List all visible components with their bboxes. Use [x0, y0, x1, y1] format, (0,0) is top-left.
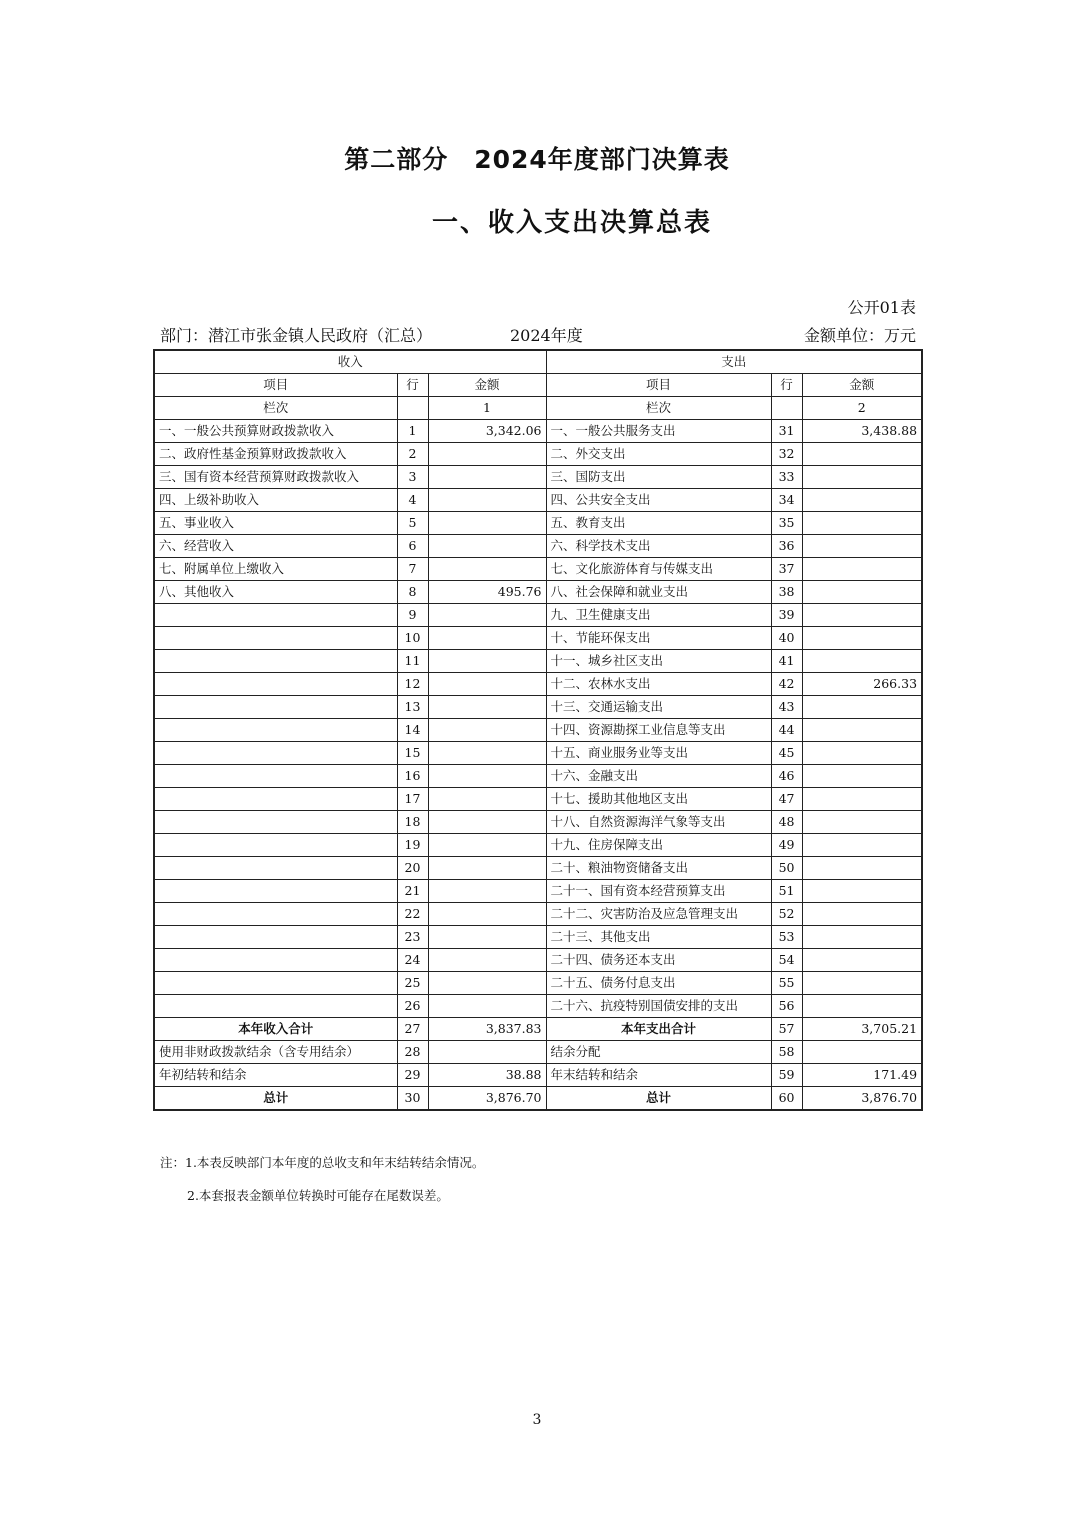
income-item-cell — [154, 627, 397, 650]
income-amount-cell — [428, 995, 546, 1018]
expense-item-cell: 一、一般公共服务支出 — [546, 420, 771, 443]
expense-row-number: 60 — [771, 1087, 802, 1111]
unit-label: 金额单位：万元 — [803, 326, 916, 345]
income-amount-cell — [428, 627, 546, 650]
expense-amount-cell: 266.33 — [802, 673, 922, 696]
income-item-cell — [154, 857, 397, 880]
table-row — [154, 972, 922, 995]
expense-item-cell: 本年支出合计 — [546, 1018, 771, 1041]
expense-amount-cell — [802, 880, 922, 903]
income-item-cell: 四、上级补助收入 — [154, 489, 397, 512]
income-item-cell — [154, 604, 397, 627]
expense-row-number: 33 — [771, 466, 802, 489]
income-expense-table — [153, 349, 923, 1111]
section-title: 第二部分 2024年度部门决算表 — [344, 145, 730, 174]
table-row — [154, 949, 922, 972]
expense-row-number: 42 — [771, 673, 802, 696]
income-row-number: 24 — [397, 949, 428, 972]
section-header-row — [154, 350, 922, 374]
expense-item-cell: 八、社会保障和就业支出 — [546, 581, 771, 604]
expense-item-cell: 十、节能环保支出 — [546, 627, 771, 650]
income-amount-cell — [428, 512, 546, 535]
expense-amount-cell: 3,876.70 — [802, 1087, 922, 1111]
expense-item-cell: 六、科学技术支出 — [546, 535, 771, 558]
expense-amount-cell — [802, 558, 922, 581]
expense-row-number: 48 — [771, 811, 802, 834]
expense-row-number: 47 — [771, 788, 802, 811]
expense-row-number: 32 — [771, 443, 802, 466]
expense-item-cell: 十六、金融支出 — [546, 765, 771, 788]
table-row — [154, 811, 922, 834]
expense-row-number: 40 — [771, 627, 802, 650]
table-row — [154, 1041, 922, 1064]
expense-amount-cell — [802, 995, 922, 1018]
table-row — [154, 627, 922, 650]
income-amount-cell: 3,342.06 — [428, 420, 546, 443]
income-amount-cell — [428, 903, 546, 926]
expense-row-number: 54 — [771, 949, 802, 972]
income-row-number: 22 — [397, 903, 428, 926]
lanci-label: 栏次 — [546, 397, 771, 420]
expense-item-cell: 十四、资源勘探工业信息等支出 — [546, 719, 771, 742]
column-index: 1 — [428, 397, 546, 420]
table-row — [154, 489, 922, 512]
table-row — [154, 880, 922, 903]
income-amount-cell — [428, 489, 546, 512]
expense-amount-cell — [802, 765, 922, 788]
expense-row-number: 46 — [771, 765, 802, 788]
income-item-cell — [154, 719, 397, 742]
expense-row-number: 57 — [771, 1018, 802, 1041]
income-item-cell: 八、其他收入 — [154, 581, 397, 604]
year-label: 2024年度 — [510, 326, 583, 345]
income-amount-cell — [428, 604, 546, 627]
column-index: 2 — [802, 397, 922, 420]
empty-cell — [397, 397, 428, 420]
table-row — [154, 581, 922, 604]
income-item-cell — [154, 972, 397, 995]
income-item-cell — [154, 650, 397, 673]
page-number: 3 — [532, 1412, 542, 1428]
expense-item-cell: 十五、商业服务业等支出 — [546, 742, 771, 765]
col-row-header: 行 — [771, 374, 802, 397]
expense-row-number: 59 — [771, 1064, 802, 1087]
expense-item-cell: 二十三、其他支出 — [546, 926, 771, 949]
income-item-cell — [154, 903, 397, 926]
income-amount-cell — [428, 650, 546, 673]
table-row — [154, 650, 922, 673]
income-row-number: 3 — [397, 466, 428, 489]
income-amount-cell — [428, 1041, 546, 1064]
expense-amount-cell — [802, 466, 922, 489]
income-row-number: 14 — [397, 719, 428, 742]
income-row-number: 26 — [397, 995, 428, 1018]
table-row — [154, 696, 922, 719]
income-amount-cell — [428, 834, 546, 857]
note-2: 2.本套报表金额单位转换时可能存在尾数误差。 — [187, 1188, 449, 1203]
expense-row-number: 41 — [771, 650, 802, 673]
income-amount-cell — [428, 466, 546, 489]
table-title: 一、收入支出决算总表 — [431, 208, 712, 238]
income-item-cell: 年初结转和结余 — [154, 1064, 397, 1087]
income-row-number: 10 — [397, 627, 428, 650]
table-row — [154, 788, 922, 811]
income-item-cell: 总计 — [154, 1087, 397, 1111]
income-row-number: 29 — [397, 1064, 428, 1087]
col-amount-header: 金额 — [428, 374, 546, 397]
expense-item-cell: 三、国防支出 — [546, 466, 771, 489]
expense-amount-cell: 3,438.88 — [802, 420, 922, 443]
expense-item-cell: 二十、粮油物资储备支出 — [546, 857, 771, 880]
income-amount-cell — [428, 443, 546, 466]
lanci-row — [154, 397, 922, 420]
table-row — [154, 466, 922, 489]
income-row-number: 8 — [397, 581, 428, 604]
income-item-cell: 一、一般公共预算财政拨款收入 — [154, 420, 397, 443]
expense-row-number: 43 — [771, 696, 802, 719]
income-amount-cell — [428, 765, 546, 788]
income-item-cell — [154, 788, 397, 811]
income-row-number: 1 — [397, 420, 428, 443]
expense-item-cell: 五、教育支出 — [546, 512, 771, 535]
income-row-number: 9 — [397, 604, 428, 627]
income-row-number: 20 — [397, 857, 428, 880]
expense-item-cell: 九、卫生健康支出 — [546, 604, 771, 627]
income-amount-cell: 3,837.83 — [428, 1018, 546, 1041]
income-row-number: 30 — [397, 1087, 428, 1111]
income-amount-cell — [428, 880, 546, 903]
income-row-number: 23 — [397, 926, 428, 949]
income-item-cell — [154, 834, 397, 857]
income-amount-cell — [428, 558, 546, 581]
expense-row-number: 31 — [771, 420, 802, 443]
income-item-cell — [154, 742, 397, 765]
expense-row-number: 55 — [771, 972, 802, 995]
table-row — [154, 834, 922, 857]
expense-item-cell: 十三、交通运输支出 — [546, 696, 771, 719]
income-item-cell — [154, 995, 397, 1018]
income-item-cell — [154, 926, 397, 949]
income-amount-cell: 38.88 — [428, 1064, 546, 1087]
expense-item-cell: 十八、自然资源海洋气象等支出 — [546, 811, 771, 834]
expense-amount-cell — [802, 811, 922, 834]
table-row — [154, 1018, 922, 1041]
income-item-cell: 五、事业收入 — [154, 512, 397, 535]
note-1: 注：1.本表反映部门本年度的总收支和年末结转结余情况。 — [160, 1155, 485, 1170]
expense-item-cell: 总计 — [546, 1087, 771, 1111]
expense-amount-cell — [802, 535, 922, 558]
expense-row-number: 37 — [771, 558, 802, 581]
expense-amount-cell — [802, 696, 922, 719]
expense-amount-cell — [802, 972, 922, 995]
income-amount-cell — [428, 673, 546, 696]
expense-row-number: 51 — [771, 880, 802, 903]
income-row-number: 15 — [397, 742, 428, 765]
expense-item-cell: 二十一、国有资本经营预算支出 — [546, 880, 771, 903]
table-row — [154, 719, 922, 742]
income-amount-cell — [428, 788, 546, 811]
income-item-cell: 二、政府性基金预算财政拨款收入 — [154, 443, 397, 466]
income-item-cell — [154, 696, 397, 719]
expense-row-number: 34 — [771, 489, 802, 512]
income-row-number: 27 — [397, 1018, 428, 1041]
expense-amount-cell — [802, 949, 922, 972]
expense-amount-cell — [802, 742, 922, 765]
table-row — [154, 926, 922, 949]
expense-item-cell: 十二、农林水支出 — [546, 673, 771, 696]
expense-amount-cell — [802, 604, 922, 627]
income-item-cell: 六、经营收入 — [154, 535, 397, 558]
table-row — [154, 443, 922, 466]
expense-row-number: 35 — [771, 512, 802, 535]
table-row — [154, 1064, 922, 1087]
table-row — [154, 742, 922, 765]
income-amount-cell — [428, 742, 546, 765]
expense-amount-cell — [802, 581, 922, 604]
expense-amount-cell — [802, 903, 922, 926]
expense-row-number: 50 — [771, 857, 802, 880]
income-amount-cell: 3,876.70 — [428, 1087, 546, 1111]
col-amount-header: 金额 — [802, 374, 922, 397]
expense-item-cell: 二、外交支出 — [546, 443, 771, 466]
expense-item-cell: 二十四、债务还本支出 — [546, 949, 771, 972]
income-row-number: 28 — [397, 1041, 428, 1064]
expense-amount-cell — [802, 489, 922, 512]
expense-amount-cell — [802, 650, 922, 673]
expense-row-number: 52 — [771, 903, 802, 926]
expense-header: 支出 — [546, 350, 922, 374]
expense-amount-cell: 3,705.21 — [802, 1018, 922, 1041]
table-row — [154, 535, 922, 558]
income-amount-cell — [428, 949, 546, 972]
expense-amount-cell — [802, 627, 922, 650]
income-row-number: 18 — [397, 811, 428, 834]
expense-row-number: 44 — [771, 719, 802, 742]
income-row-number: 6 — [397, 535, 428, 558]
expense-row-number: 58 — [771, 1041, 802, 1064]
income-row-number: 17 — [397, 788, 428, 811]
expense-row-number: 56 — [771, 995, 802, 1018]
income-row-number: 12 — [397, 673, 428, 696]
expense-item-cell: 十一、城乡社区支出 — [546, 650, 771, 673]
lanci-label: 栏次 — [154, 397, 397, 420]
income-row-number: 25 — [397, 972, 428, 995]
income-row-number: 4 — [397, 489, 428, 512]
expense-item-cell: 年末结转和结余 — [546, 1064, 771, 1087]
expense-amount-cell — [802, 857, 922, 880]
income-item-cell: 七、附属单位上缴收入 — [154, 558, 397, 581]
expense-item-cell: 四、公共安全支出 — [546, 489, 771, 512]
expense-amount-cell — [802, 719, 922, 742]
income-item-cell: 三、国有资本经营预算财政拨款收入 — [154, 466, 397, 489]
expense-item-cell: 十九、住房保障支出 — [546, 834, 771, 857]
table-row — [154, 512, 922, 535]
expense-row-number: 39 — [771, 604, 802, 627]
income-item-cell — [154, 811, 397, 834]
income-row-number: 19 — [397, 834, 428, 857]
table-row — [154, 765, 922, 788]
table-row — [154, 995, 922, 1018]
expense-row-number: 36 — [771, 535, 802, 558]
expense-row-number: 53 — [771, 926, 802, 949]
income-row-number: 11 — [397, 650, 428, 673]
table-row — [154, 420, 922, 443]
column-header-row — [154, 374, 922, 397]
income-row-number: 7 — [397, 558, 428, 581]
form-number: 公开01表 — [847, 298, 916, 317]
income-amount-cell — [428, 972, 546, 995]
expense-row-number: 49 — [771, 834, 802, 857]
income-amount-cell: 495.76 — [428, 581, 546, 604]
income-amount-cell — [428, 857, 546, 880]
table-row — [154, 857, 922, 880]
income-item-cell: 本年收入合计 — [154, 1018, 397, 1041]
table-row — [154, 1087, 922, 1111]
expense-item-cell: 七、文化旅游体育与传媒支出 — [546, 558, 771, 581]
empty-cell — [771, 397, 802, 420]
expense-amount-cell — [802, 788, 922, 811]
department-label: 部门：潜江市张金镇人民政府（汇总） — [160, 326, 433, 345]
expense-item-cell: 二十六、抗疫特别国债安排的支出 — [546, 995, 771, 1018]
expense-item-cell: 二十二、灾害防治及应急管理支出 — [546, 903, 771, 926]
income-item-cell: 使用非财政拨款结余（含专用结余） — [154, 1041, 397, 1064]
table-row — [154, 558, 922, 581]
income-item-cell — [154, 949, 397, 972]
expense-item-cell: 十七、援助其他地区支出 — [546, 788, 771, 811]
income-amount-cell — [428, 535, 546, 558]
expense-row-number: 45 — [771, 742, 802, 765]
expense-amount-cell — [802, 443, 922, 466]
expense-item-cell: 结余分配 — [546, 1041, 771, 1064]
table-row — [154, 604, 922, 627]
income-row-number: 16 — [397, 765, 428, 788]
income-amount-cell — [428, 696, 546, 719]
expense-amount-cell — [802, 926, 922, 949]
income-item-cell — [154, 673, 397, 696]
expense-item-cell: 二十五、债务付息支出 — [546, 972, 771, 995]
income-amount-cell — [428, 719, 546, 742]
col-item-header: 项目 — [154, 374, 397, 397]
expense-amount-cell — [802, 834, 922, 857]
expense-amount-cell: 171.49 — [802, 1064, 922, 1087]
table-row — [154, 903, 922, 926]
expense-amount-cell — [802, 512, 922, 535]
income-row-number: 5 — [397, 512, 428, 535]
income-amount-cell — [428, 926, 546, 949]
income-item-cell — [154, 880, 397, 903]
expense-amount-cell — [802, 1041, 922, 1064]
table-row — [154, 673, 922, 696]
expense-row-number: 38 — [771, 581, 802, 604]
income-item-cell — [154, 765, 397, 788]
col-row-header: 行 — [397, 374, 428, 397]
income-row-number: 2 — [397, 443, 428, 466]
income-row-number: 21 — [397, 880, 428, 903]
col-item-header: 项目 — [546, 374, 771, 397]
income-header: 收入 — [154, 350, 546, 374]
income-row-number: 13 — [397, 696, 428, 719]
income-amount-cell — [428, 811, 546, 834]
